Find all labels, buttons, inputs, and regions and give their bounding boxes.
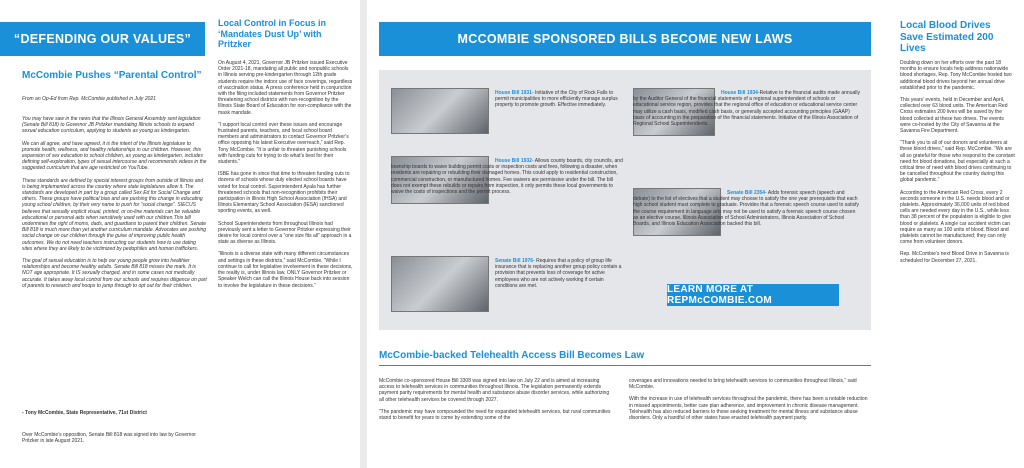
bill-number: House Bill 1932 — [495, 158, 532, 164]
local-control-body — [218, 60, 353, 289]
paragraph: “I support local control over these issues and encourage frustrated parents, teachers, and local school board members and administrators to contact Governor Pritzker’s office opposing his latest Executive overreach,” said Rep. Tony McCombie. “It is unfair to threaten punishing schools with funding cuts for trying to do what’s best for their students.” — [218, 121, 349, 166]
paragraph: According to the American Red Cross, every 2 seconds someone in the U.S. needs blood and or platelets. Approximately 36,000 units of red blood cells are needed every day in the U.S., while less than 38 percent of the population is eligible to give blood or platelets. A single car accident victim can require as many as 100 units of blood. Blood and platelets cannot be manufactured; they can only come from volunteer donors. — [900, 189, 1012, 246]
paragraph: “Illinois is a diverse state with many different circumstances and settings in these districts,” said McCombie. “While I continue to call for legislative involvement in these decisions, the reality is, under Illinois law, ONLY Governor Pritzker or Speaker Welch can call the Illinois House back into session to involve the legislature in these decisions.” — [218, 251, 353, 289]
op-ed-dek: From an Op-Ed from Rep. McCombie published in July 2021 — [22, 96, 156, 102]
left-page — [0, 0, 360, 468]
paragraph: McCombie co-sponsored House Bill 3308 was signed into law on July 22 and is aimed at increasing access to telehealth services in communities throughout Illinois. The legislation permanently extends payment parity requirements for mental health and substance abuse disorder services, while authorizing all other telehealth services be covered through 2027. — [379, 378, 610, 403]
blood-drive-body — [900, 60, 1015, 264]
paragraph: With the increase in use of telehealth services throughout the pandemic, there has been a notable reduction in missed appointments, better care plan adherence, and improvement in chronic disease management. Telehealth has also reduced barriers to those seeking treatment for mental illness and substance abuse disorders. Only a handful of other states have enacted telehealth payment parity. — [629, 396, 868, 422]
parental-control-body — [22, 116, 207, 289]
bills-panel — [379, 70, 871, 330]
bill-number: House Bill 1931 — [495, 90, 532, 96]
bill-text: - Allows county boards, city councils, and township boards to waive building permit costs or inspection costs and fees, following a disaster, when residents are repairing or rebuilding their damaged homes. This could apply to residential construction, commercial construction, or manufactured homes. Fee waivers are permissive under the bill. The bill does not exempt these rebuilds or repairs from inspection, it only permits these local governments to waive the costs of inspections and the permit process. — [391, 158, 623, 196]
paragraph: Rep. McCombie’s next Blood Drive in Savanna is scheduled for December 27, 2021. — [900, 251, 1009, 264]
bill-number: House Bill 1934 — [721, 90, 758, 96]
defending-values-banner: “DEFENDING OUR VALUES” — [0, 22, 205, 56]
bill-hb1934 — [633, 90, 861, 127]
new-laws-banner: MCCOMBIE SPONSORED BILLS BECOME NEW LAWS — [379, 22, 871, 56]
paragraph: This years’ events, held in December and April, collected over 63 blood units. The American Red Cross estimates 200 lives will be saved by the blood collected at these two drives. The events were co-hosted by the City of Savanna at the Savanna Fire Department. — [900, 97, 1008, 135]
bill-sb1976 — [495, 258, 625, 289]
bill-text: - Adds forensic speech (speech and debate) to the list of electives that a student may choose to satisfy the one year prerequisite that each high school student must complete to graduate. Provides that a forensic speech course used to satisfy the course requirement in language arts may not be used to satisfy a forensic speech course chosen as an elective course. Illinois Association of School Administrators, Illinois Association of School Boards, and Illinois Education Association backed this bill. — [633, 190, 859, 228]
paragraph: “Thank you to all of our donors and volunteers at these blood drives,” said Rep. McCombie. “We are all so grateful for those who respond to the constant need for blood donations, but especially at such a critical time of need with blood drives continuing to be cancelled throughout the country during this global pandemic.” — [900, 140, 1015, 184]
paragraph: ISBE has gone in since that time to threaten funding cuts to dozens of schools whose duly elected school boards have voted for local control. Superintendent Ayala has further threatened schools that non-recognition prohibits their participation in Illinois High School Association (IHSA) and Illinois Elementary School Association (IESA) sanctioned sporting events, as well. — [218, 171, 350, 215]
telehealth-rule — [379, 365, 871, 366]
insurance-photo — [391, 256, 489, 312]
parental-control-title: McCombie Pushes “Parental Control” — [22, 70, 202, 81]
telehealth-col1 — [379, 378, 615, 421]
paragraph: Doubling down on her efforts over the past 18 months to ensure locals help address nationwide blood shortages, Rep. Tony McCombie hosted two additional blood drives beyond her annual drive established prior to the pandemic. — [900, 60, 1012, 91]
rock-falls-photo — [391, 88, 489, 134]
bill-sb2354 — [633, 190, 861, 227]
bill-text: - Initiative of the City of Rock Falls to permit municipalities to more efficiently manage surplus property to promote growth. Effective immediately. — [495, 90, 618, 109]
bill-number: Senate Bill 2354 — [727, 190, 766, 196]
paragraph: You may have saw in the news that the Illinois General Assembly sent legislation (Senate Bill 818) to Governor JB Pritzker mandating Illinois schools to expand sexual education curriculum, applying to students as young as kindergarten. — [22, 116, 201, 135]
paragraph: “The pandemic may have compounded the need for expanded telehealth services, but rural communities stand to benefit for years to come by extending some of the — [379, 408, 611, 422]
bill-number: Senate Bill 1976 — [495, 258, 534, 264]
bill-hb1931 — [495, 90, 623, 109]
paragraph: These standards are defined by special interest groups from outside of Illinois and is being implemented across the country where state legislatures allow it. The standards are developed in part by a group called Sex Ed for Social Change and others. These groups have political bias and are pushing this change in educating young school children, by their very name to push for “social change”. SIECUS believes that sexually explicit visual, printed, or on-line materials can be valuable educational or personal aids when sensitively used with our children.This bill undermines the right of moms, dads, and guardians to parent their children. Senate Bill 818 is much more than yet another curriculum mandate. Advocates are pushing social change on our children through the guise of improving public health outcomes. We do not need teachers instructing our students how to use dating sites where they are likely to be victimized by pedophiles and human traffickers. — [22, 177, 207, 252]
learn-more-link[interactable]: LEARN MORE AT REPMcCOMBIE.COM — [667, 284, 839, 306]
blood-drive-title: Local Blood Drives Save Estimated 200 Lives — [900, 20, 994, 54]
paragraph: School Superintendents from throughout Illinois had previously sent a letter to Governor Pritzker expressing their desire for local control over a “one size fits all” approach in a state as diverse as Illinois. — [218, 220, 352, 246]
bill-text: - Requires that a policy of group life insurance that is replacing another group policy contain a provision that prevents loss of coverage for active employees who are not actively working if certain conditions are met. — [495, 258, 622, 289]
sb818-footer-note: Over McCombie’s opposition, Senate Bill 818 was signed into law by Governor Pritzker in late August 2021. — [22, 432, 196, 445]
local-control-title: Local Control in Focus in ‘Mandates Dust Up’ with Pritzker — [218, 18, 326, 49]
bill-hb1932 — [391, 158, 623, 195]
paragraph: coverages and innovations needed to bring telehealth services to communities throughout Illinois,” said McCombie. — [629, 378, 857, 391]
right-page — [367, 0, 1024, 468]
op-ed-signature: - Tony McCombie, State Representative, 71st District — [22, 410, 147, 416]
paragraph: On August 4, 2021, Governor JB Pritzker issued Executive Order 2021-18, mandating all public and nonpublic schools in Illinois serving pre-kindergarten through 12th grade students require the indoor use of face coverings, regardless of vaccination status. A press conference held in conjunction with the filing included statements from Governor Pritzker threatening school districts with non-recognition by the Illinois State Board of Education for non-compliance with the mask mandate. — [218, 60, 353, 116]
telehealth-col2 — [629, 378, 871, 421]
paragraph: We can all agree, and have agreed, it is the intent of the Illinois legislature to promote health, wellness, and healthy relationships in our children. However, this expansion of sex education to school children, as young as kindergarten, includes defining self-exploration, types of sexual intercourse and recommends videos in the suggested curriculum that are age restricted on YouTube. — [22, 140, 207, 172]
bill-text: -Relative to the financial audits made annually by the Auditor General of the financial statements of a regional superintendent of schools or educational service region, provides that the regional office of education or educational service center may utilize a cash basis, modified cash basis, or generally accepted accounting principles (GAAP) basis of accounting in the preparation of the financial statements. Initiative of the Illinois Association of Regional School Superintendents. — [633, 90, 860, 128]
paragraph: The goal of sexual education is to help our young people grow into healthier relationships and become healthy adults. Senate Bill 818 misses the mark. It is NOT age appropriate. It IS sexually charged, and in some cases not medically accurate. It takes away local control from our schools and requires diligence on part of parents to research and hoops to jump through to opt out for their children. — [22, 258, 207, 289]
telehealth-title: McCombie-backed Telehealth Access Bill Becomes Law — [379, 350, 645, 361]
